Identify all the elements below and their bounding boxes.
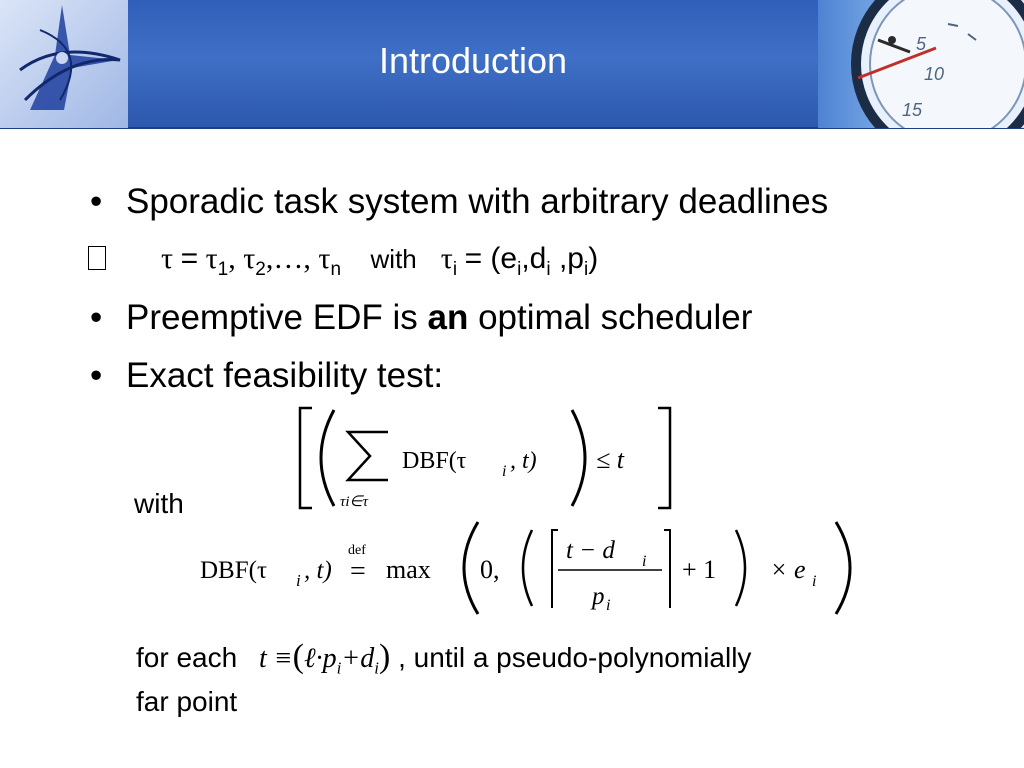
bullet-edf bbox=[90, 298, 752, 338]
tau-symbol: τ bbox=[161, 242, 174, 275]
dial-number-5: 5 bbox=[916, 34, 927, 54]
bullet-dot: • bbox=[90, 298, 103, 337]
def-label: def bbox=[348, 543, 366, 558]
for-each-line: for each $t \equiv(\ell\cdot p_i+d_i)$ , until a pseudo-polynomially bbox=[136, 638, 752, 678]
star-logo-icon bbox=[0, 0, 128, 128]
subscript: i bbox=[336, 658, 342, 678]
params-open: = (e bbox=[464, 242, 518, 275]
le-t: ≤ t bbox=[596, 445, 624, 474]
subscript: i bbox=[812, 573, 817, 590]
subscript: i bbox=[374, 658, 380, 678]
feasibility-formula bbox=[290, 402, 680, 514]
times-e: × e bbox=[770, 555, 806, 584]
dial-number-10: 10 bbox=[924, 64, 945, 84]
until-text: , until a pseudo-polynomially bbox=[398, 642, 752, 673]
far-point-text: far point bbox=[136, 686, 238, 717]
expr-t-equiv: t ≡ bbox=[258, 643, 293, 674]
subscript: i bbox=[296, 571, 301, 590]
sigma-icon bbox=[348, 432, 388, 480]
params-close: ) bbox=[588, 242, 599, 275]
subscript: 2 bbox=[255, 259, 266, 280]
slide-title: Introduction bbox=[378, 40, 568, 81]
bullet-dot: • bbox=[90, 182, 103, 221]
bullet-text: Exact feasibility test: bbox=[126, 356, 444, 395]
bullet-text: Preemptive EDF is bbox=[126, 298, 418, 337]
subscript: n bbox=[330, 259, 342, 280]
stopwatch-image bbox=[818, 0, 1024, 128]
bullet-text: Sporadic task system with arbitrary deadlines bbox=[126, 182, 829, 221]
tau-symbol: τ bbox=[440, 242, 453, 275]
subscript: i bbox=[517, 259, 522, 280]
with-label: with bbox=[370, 244, 417, 274]
bullet-text: optimal scheduler bbox=[478, 298, 753, 337]
subscript: i bbox=[606, 597, 611, 614]
numerator: t − d bbox=[566, 537, 615, 564]
dbf-lhs-args: , t) bbox=[304, 557, 332, 584]
bullet-bold-word: an bbox=[427, 298, 469, 337]
def-equals: = bbox=[350, 556, 366, 587]
for-each-label: for each bbox=[136, 642, 238, 673]
subscript: i bbox=[546, 259, 551, 280]
ellipsis: ,…, bbox=[265, 242, 311, 275]
dbf-lhs: DBF(τ bbox=[200, 557, 268, 584]
missing-glyph-box bbox=[88, 246, 106, 270]
dbf-args: , t) bbox=[510, 448, 537, 474]
tau-symbol: τ bbox=[318, 242, 331, 275]
subscript: i bbox=[452, 259, 458, 280]
tau-symbol: τ bbox=[243, 242, 256, 275]
zero-label: 0, bbox=[480, 555, 500, 584]
expr-plus-d: +d bbox=[341, 643, 375, 674]
subscript: 1 bbox=[217, 259, 229, 280]
plus-one: + 1 bbox=[682, 555, 717, 584]
subscript: i bbox=[502, 463, 507, 480]
max-label: max bbox=[386, 555, 431, 584]
expr-l-p: ℓ·p bbox=[303, 643, 337, 674]
tau-symbol: τ bbox=[205, 242, 218, 275]
param-p: ,p bbox=[558, 242, 584, 275]
task-set-equation: $\tau = \tau_1$, $\tau_2,\dots$, $\tau_n$ with $\tau_i = (e_i,d_i$ $,p_i$) bbox=[88, 242, 598, 281]
bullet-feasibility bbox=[90, 356, 443, 396]
subscript: i bbox=[583, 259, 589, 280]
logo bbox=[0, 0, 128, 128]
sum-index: τi∈τ bbox=[340, 494, 368, 510]
param-d: ,d bbox=[521, 242, 547, 275]
with-text: with bbox=[134, 488, 184, 519]
dbf-label: DBF(τ bbox=[402, 448, 467, 474]
dial-number-15: 15 bbox=[902, 100, 923, 120]
bullet-sporadic bbox=[90, 182, 828, 222]
dbf-definition-formula bbox=[196, 518, 860, 618]
equals-sign: = bbox=[180, 242, 199, 275]
bullet-dot: • bbox=[90, 356, 103, 395]
stopwatch-icon bbox=[818, 0, 1024, 128]
denominator: p bbox=[592, 583, 605, 610]
subscript: i bbox=[642, 553, 647, 570]
